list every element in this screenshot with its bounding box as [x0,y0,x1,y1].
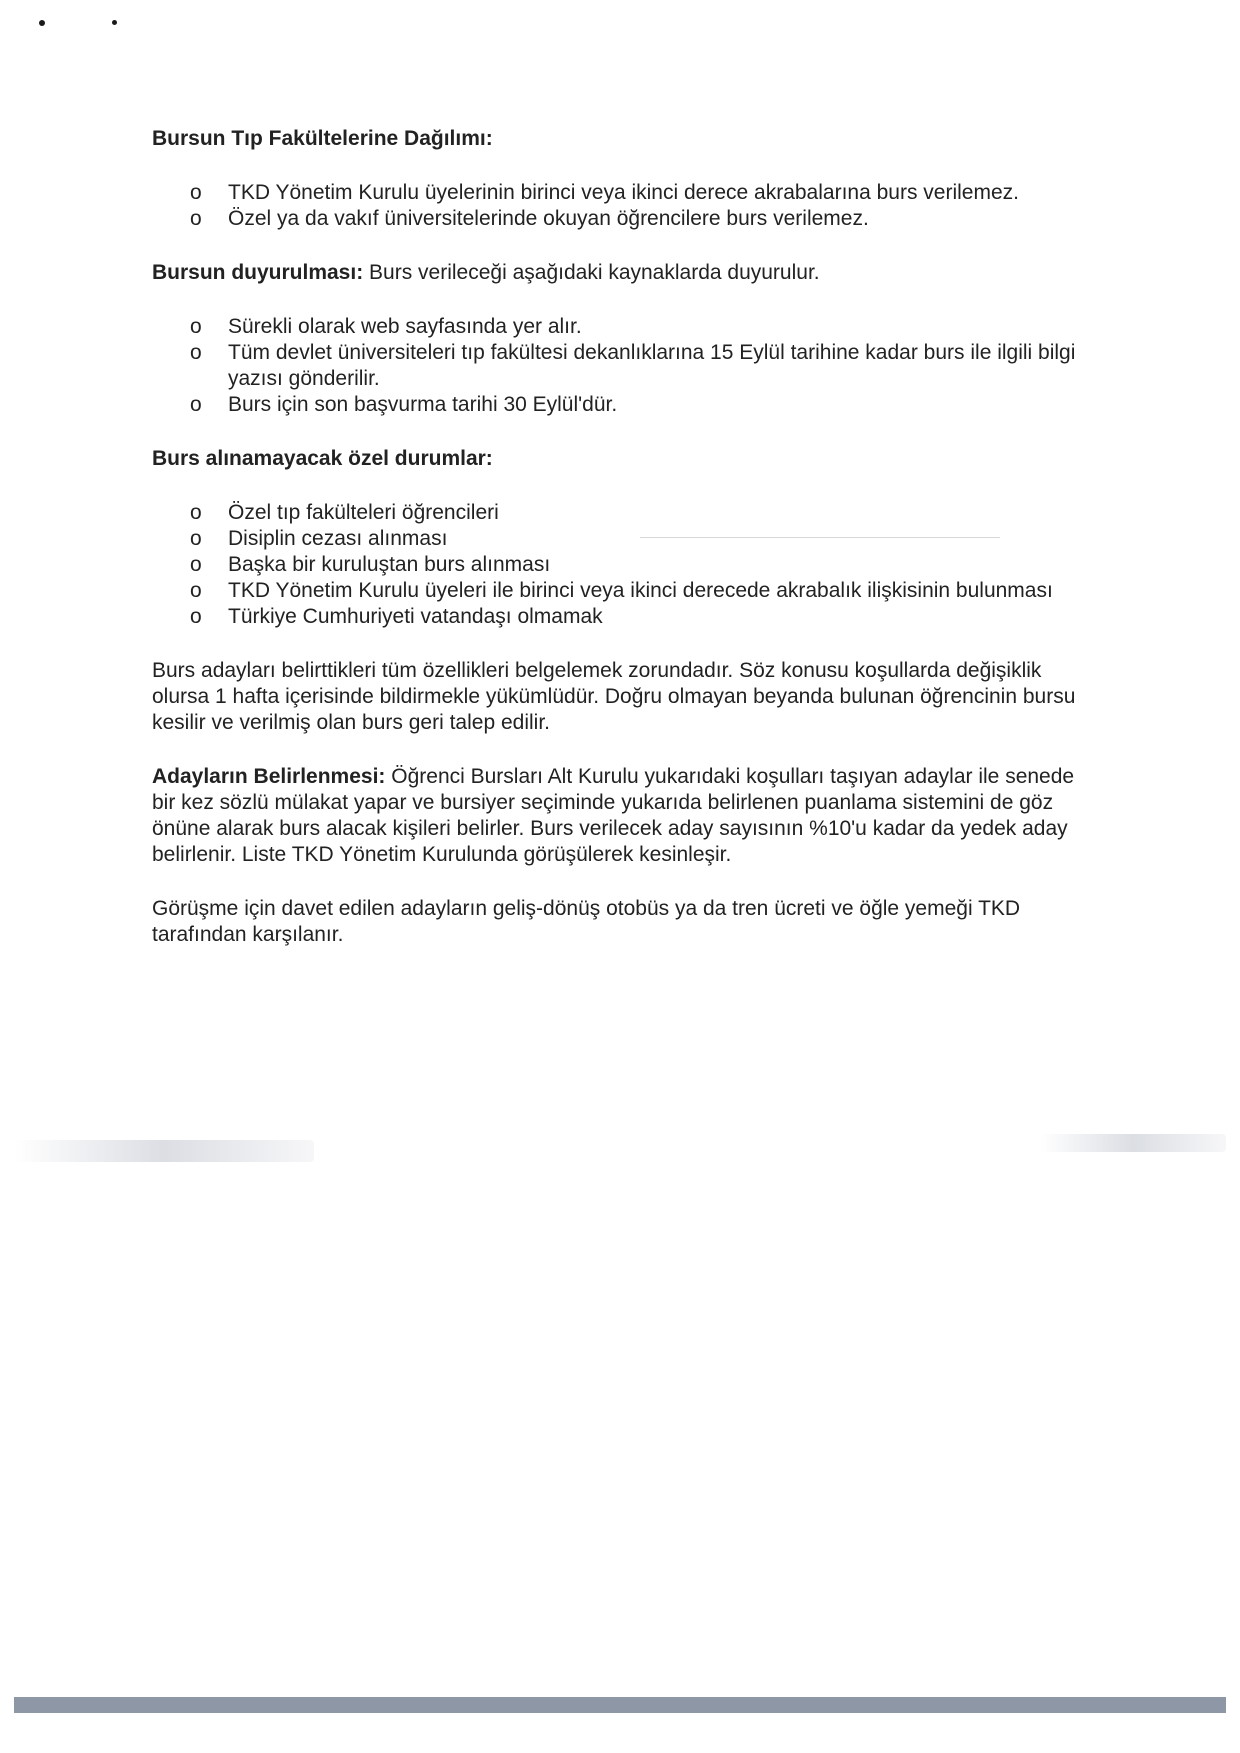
list-item: o Burs için son başvurma tarihi 30 Eylül'dür. [190,393,618,416]
scan-speck [112,20,117,25]
list-item: o Başka bir kuruluştan burs alınması [190,553,551,576]
list-item: o Tüm devlet üniversiteleri tıp fakültesi dekanlıklarına 15 Eylül tarihine kadar burs ile ilgili bilgi yazısı gönderilir. [190,341,1076,390]
scan-border-bar [14,1697,1226,1713]
list-item: o Sürekli olarak web sayfasında yer alır. [190,315,582,338]
scan-smudge [14,1140,314,1162]
list-item: o TKD Yönetim Kurulu üyeleri ile birinci veya ikinci derecede akrabalık ilişkisinin bulunması [190,579,1053,602]
scan-speck [39,20,45,26]
body-paragraph: Görüşme için davet edilen adayların geliş-dönüş otobüs ya da tren ücreti ve öğle yemeği TKD tarafından karşılanır. [152,897,1021,946]
section-heading: Bursun Tıp Fakültelerine Dağılımı: [152,127,493,150]
section-paragraph: Adayların Belirlenmesi: Öğrenci Bursları Alt Kurulu yukarıdaki koşulları taşıyan adaylar ile senede bir kez sözlü mülakat yapar ve bursiyer seçiminde yukarıda belirlenen puanlama sistemini de göz önüne alarak burs alacak kişileri belirler. Burs verilecek aday sayısının %10'u kadar da yedek aday belirlenir. Liste TKD Yönetim Kurulunda görüşülerek kesinleşir. [152,765,1075,866]
list-item: o Disiplin cezası alınması [190,527,448,550]
section-paragraph: Bursun duyurulması: Burs verileceği aşağıdaki kaynaklarda duyurulur. [152,261,820,284]
list-item: o TKD Yönetim Kurulu üyelerinin birinci veya ikinci derece akrabalarına burs verilemez. [190,181,1019,204]
section-heading: Adayların Belirlenmesi: [152,765,386,788]
list-item: o Türkiye Cumhuriyeti vatandaşı olmamak [190,605,603,628]
list-item: o Özel tıp fakülteleri öğrencileri [190,501,499,524]
bullet-list [152,180,1102,232]
section-heading: Burs alınamayacak özel durumlar: [152,447,493,470]
list-item: o Özel ya da vakıf üniversitelerinde okuyan öğrencilere burs verilemez. [190,207,869,230]
section-heading: Bursun duyurulması: [152,261,364,284]
bullet-list [152,314,1102,418]
scan-smudge [1040,1134,1226,1152]
document-body [152,126,1102,948]
bullet-list [152,500,1102,630]
body-paragraph: Burs adayları belirttikleri tüm özellikleri belgelemek zorundadır. Söz konusu koşullarda değişiklik olursa 1 hafta içerisinde bildirmekle yükümlüdür. Doğru olmayan beyanda bulunan öğrencinin bursu kesilir ve verilmiş olan burs geri talep edilir. [152,659,1076,734]
